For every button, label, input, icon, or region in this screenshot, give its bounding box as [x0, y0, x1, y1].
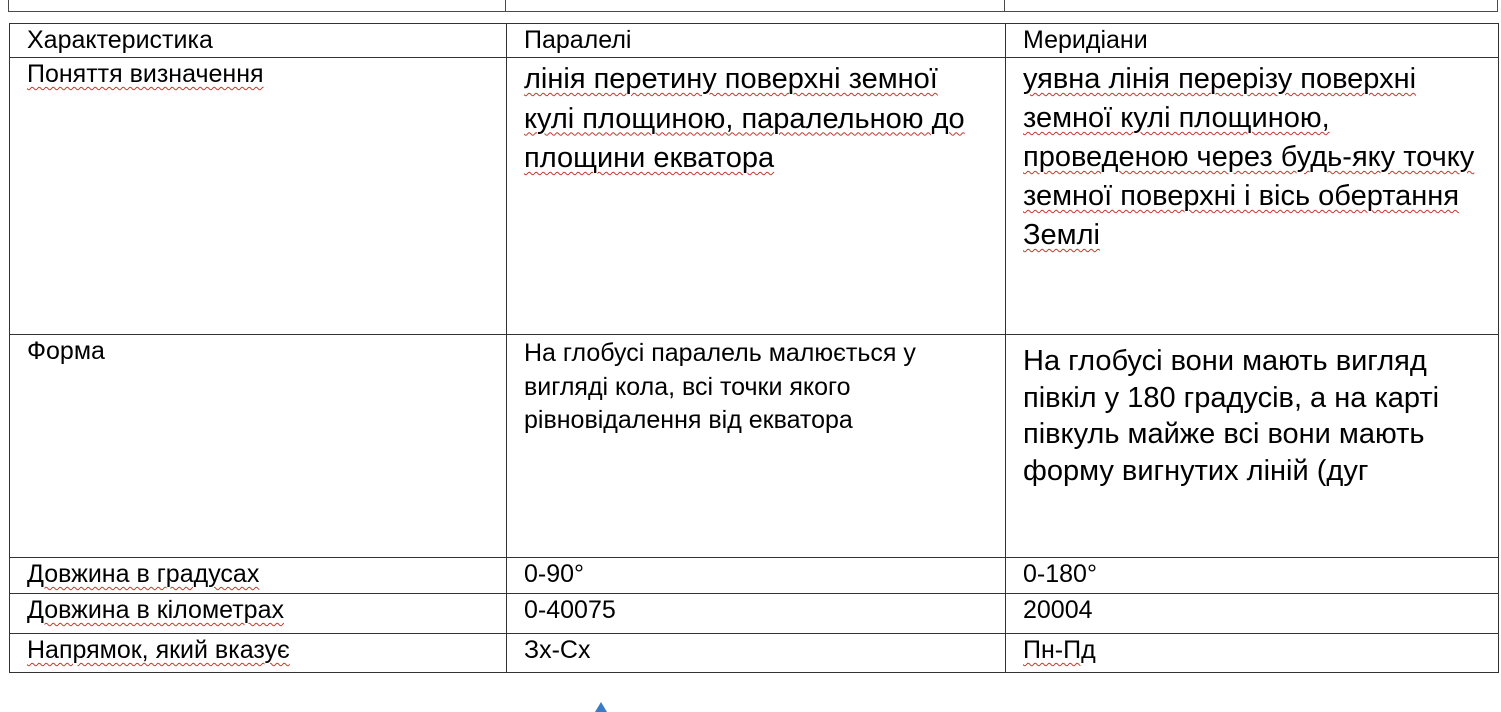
meridians-definition-text: [1023, 58, 1486, 255]
text-cursor-marker-icon: [595, 702, 607, 712]
row-label-text: Форма: [27, 337, 105, 365]
row-label-text: Поняття визначення: [27, 60, 264, 88]
meridians-cell[interactable]: [1006, 594, 1499, 634]
table-column-divider: [505, 0, 506, 12]
meridians-shape-text: На глобусі вони мають вигляд півкіл у 180 градусів, а на карті півкуль майже всі вони мають форму вигнутих ліній (дуг: [1023, 345, 1440, 487]
row-label-cell[interactable]: [10, 58, 507, 335]
row-label-cell[interactable]: [10, 558, 507, 594]
parallels-km-text: 0-40075: [524, 596, 616, 624]
row-label-cell[interactable]: [10, 594, 507, 634]
row-label-text: Довжина в кілометрах: [27, 596, 284, 624]
comparison-table: [9, 23, 1499, 673]
meridians-cell[interactable]: [1006, 558, 1499, 594]
header-meridians-text: Меридіани: [1023, 26, 1148, 54]
row-label-text: Напрямок, який вказує: [27, 636, 290, 664]
parallels-cell[interactable]: [507, 558, 1006, 594]
parallels-cell[interactable]: [507, 594, 1006, 634]
row-label-cell[interactable]: [10, 634, 507, 673]
header-cell-parallels[interactable]: [507, 24, 1006, 58]
header-parallels-text: Паралелі: [524, 26, 632, 54]
parallels-definition-value: лінія перетину поверхні земної кулі площиною, паралельною до площини екватора: [524, 63, 965, 174]
parallels-cell[interactable]: [507, 634, 1006, 673]
meridians-km-text: 20004: [1023, 596, 1093, 624]
meridians-direction-text: Пн-Пд: [1023, 636, 1096, 664]
row-label-text: Довжина в градусах: [27, 560, 260, 588]
meridians-definition-value: уявна лінія перерізу поверхні земної кулі площиною, проведеною через будь-яку точку земної поверхні і вісь обертання Землі: [1023, 63, 1475, 251]
table-column-divider: [1004, 0, 1005, 12]
row-label-cell[interactable]: [10, 335, 507, 558]
parallels-direction-text: Зх-Сх: [524, 636, 591, 664]
parallels-definition-text: [524, 58, 993, 179]
header-characteristic-text: Характеристика: [27, 26, 213, 54]
table-row: [10, 594, 1499, 634]
previous-table-bottom-edge: [8, 0, 1498, 12]
meridians-cell[interactable]: [1006, 634, 1499, 673]
parallels-cell[interactable]: [507, 335, 1006, 558]
header-cell-meridians[interactable]: [1006, 24, 1499, 58]
table-header-row: [10, 24, 1499, 58]
table-row: [10, 335, 1499, 558]
table-row: [10, 558, 1499, 594]
table-row: [10, 634, 1499, 673]
meridians-cell[interactable]: [1006, 335, 1499, 558]
meridians-degrees-text: 0-180°: [1023, 560, 1097, 588]
parallels-cell[interactable]: [507, 58, 1006, 335]
parallels-shape-text: На глобусі паралель малюється у вигляді кола, всі точки якого рівновідалення від екватора: [524, 339, 916, 434]
table-row: [10, 58, 1499, 335]
parallels-degrees-text: 0-90°: [524, 560, 585, 588]
header-cell-characteristic[interactable]: [10, 24, 507, 58]
meridians-cell[interactable]: [1006, 58, 1499, 335]
